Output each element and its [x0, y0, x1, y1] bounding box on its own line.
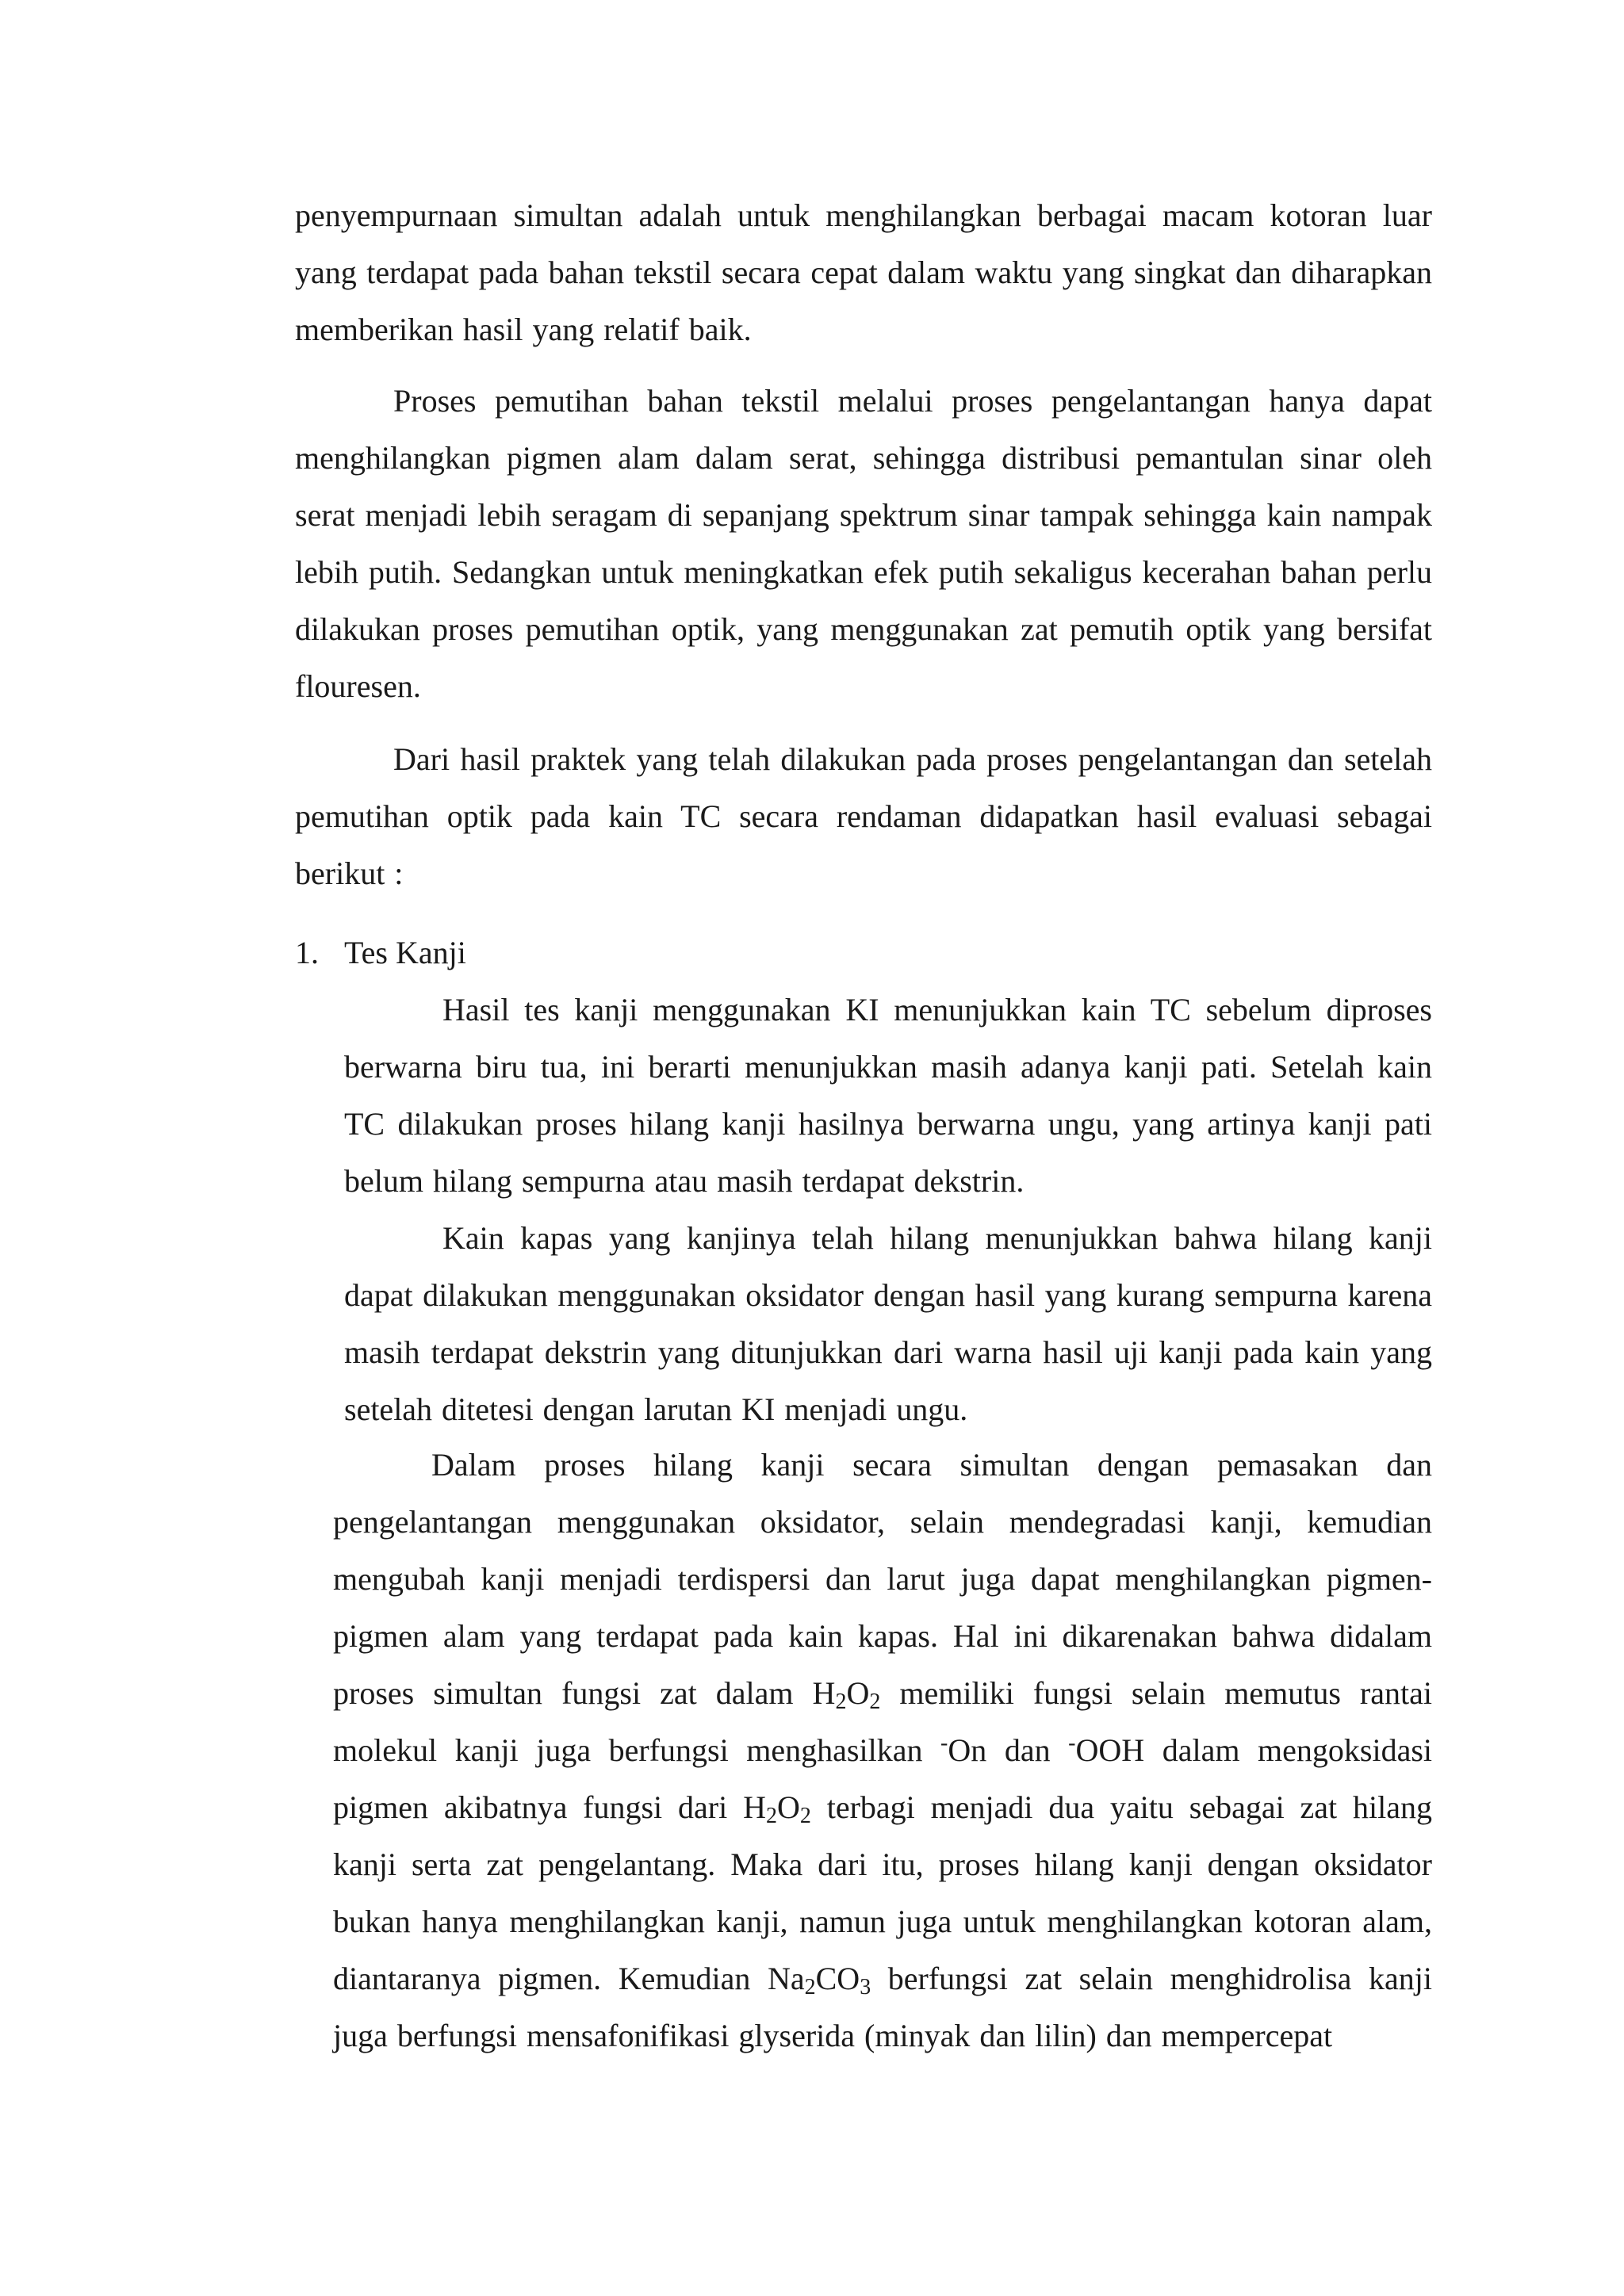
paragraph-pemutihan: Proses pemutihan bahan tekstil melalui proses pengelantangan hanya dapat menghilangkan pigmen alam dalam serat, sehingga distribusi pemantulan sinar oleh serat menjadi lebih seragam di sepanjang spektrum sinar tampak sehingga kain nampak lebih putih. Sedangkan untuk meningkatkan efek putih sekaligus kecerahan bahan perlu dilakukan proses pemutihan optik, yang menggunakan zat pemutih optik yang bersifat flouresen. [295, 383, 1432, 704]
formula-h2o2: $H_2O_2$ [743, 1789, 811, 1828]
paragraph-hasil-praktek: Dari hasil praktek yang telah dilakukan pada proses pengelantangan dan setelah pemutihan optik pada kain TC secara rendaman didapatkan hasil evaluasi sebagai berikut : [295, 741, 1432, 891]
formula-h2o2: $H_2O_2$ [812, 1675, 881, 1714]
section-number: 1. [295, 935, 319, 970]
paragraph-hasil-tes-kanji: Hasil tes kanji menggunakan KI menunjukkan kain TC sebelum diproses berwarna biru tua, ini berarti menunjukkan masih adanya kanji pati. Setelah kain TC dilakukan proses hilang kanji hasilnya berwarna ungu, yang artinya kanji pati belum hilang sempurna atau masih terdapat dekstrin. [344, 992, 1432, 1199]
text-run: OOH dalam mengoksidasi pigmen akibatnya fungsi dari [333, 1732, 1433, 1825]
text-run: berfungsi zat selain menghidrolisa kanji juga berfungsi mensafonifikasi glyserida (minyak dan lilin) dan mempercepat [333, 1961, 1432, 2053]
section-title: Tes Kanji [344, 935, 466, 970]
paragraph-kain-kapas: Kain kapas yang kanjinya telah hilang menunjukkan bahwa hilang kanji dapat dilakukan menggunakan oksidator dengan hasil yang kurang sempurna karena masih terdapat dekstrin yang ditunjukkan dari warna hasil uji kanji pada kain yang setelah ditetesi dengan larutan KI menjadi ungu. [344, 1220, 1432, 1427]
paragraph-intro: penyempurnaan simultan adalah untuk menghilangkan berbagai macam kotoran luar yang terdapat pada bahan tekstil secara cepat dalam waktu yang singkat dan diharapkan memberikan hasil yang relatif baik. [295, 197, 1432, 347]
text-run: terbagi menjadi dua yaitu sebagai zat hilang kanji serta zat pengelantang. Maka dari itu, proses hilang kanji dengan oksidator bukan hanya menghilangkan kanji, namun juga untuk menghilangkan kotoran alam, diantaranya pigmen. Kemudian [333, 1789, 1433, 1996]
paragraph-proses-simultan [333, 1437, 1432, 2064]
text-run: memiliki fungsi selain memutus rantai molekul kanji juga berfungsi menghasilkan [333, 1675, 1432, 1768]
section-heading-tes-kanji [295, 924, 466, 982]
superscript-minus: - [940, 1731, 948, 1755]
superscript-minus: - [1068, 1731, 1076, 1755]
text-run: Dalam proses hilang kanji secara simultan dengan pemasakan dan pengelantangan menggunakan oksidator, selain mendegradasi kanji, kemudian mengubah kanji menjadi terdispersi dan larut juga dapat menghilangkan pigmen-pigmen alam yang terdapat pada kain kapas. Hal ini dikarenakan bahwa didalam proses simultan fungsi zat dalam [333, 1447, 1432, 1711]
formula-na2co3: $Na_2CO_3$ [767, 1961, 871, 1999]
text-run: On dan [948, 1732, 1069, 1768]
